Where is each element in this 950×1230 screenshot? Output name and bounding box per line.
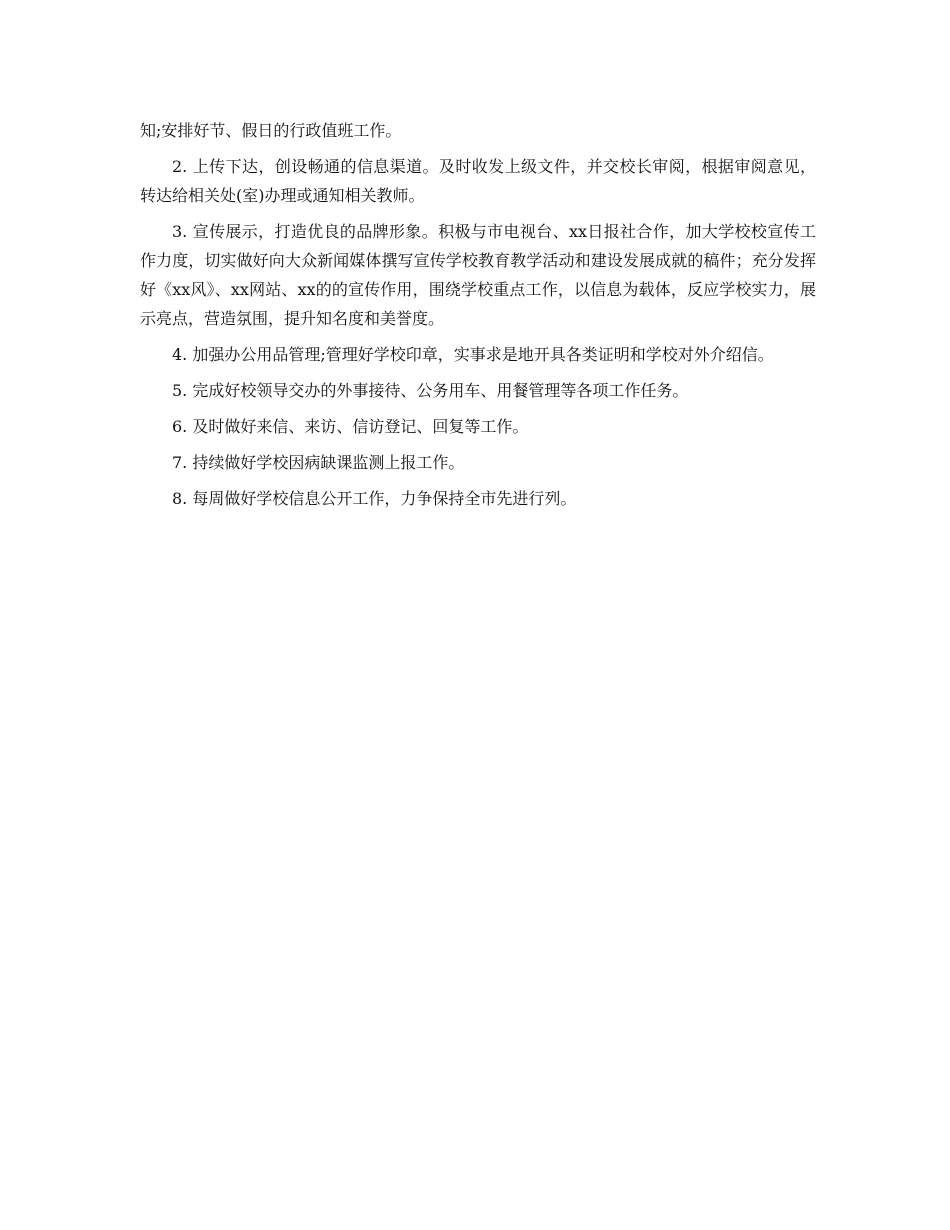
paragraph-item-3: 3. 宣传展示，打造优良的品牌形象。积极与市电视台、xx日报社合作，加大学校校宣传工作力度，切实做好向大众新闻媒体撰写宣传学校教育教学活动和建设发展成就的稿件；充分发挥好《xx风》、xx网站、xx的的宣传作用，围绕学校重点工作，以信息为载体，反应学校实力，展示亮点，营造氛围，提升知名度和美誉度。 bbox=[140, 222, 816, 328]
paragraph-item-2: 2. 上传下达，创设畅通的信息渠道。及时收发上级文件，并交校长审阅，根据审阅意见，转达给相关处(室)办理或通知相关教师。 bbox=[140, 157, 816, 205]
paragraph-item-6: 6. 及时做好来信、来访、信访登记、回复等工作。 bbox=[172, 417, 529, 436]
paragraph-item-5: 5. 完成好校领导交办的外事接待、公务用车、用餐管理等各项工作任务。 bbox=[172, 381, 689, 400]
paragraph-item-8: 8. 每周做好学校信息公开工作，力争保持全市先进行列。 bbox=[172, 489, 577, 508]
document-body bbox=[140, 116, 816, 520]
paragraph-continuation: 知;安排好节、假日的行政值班工作。 bbox=[140, 121, 402, 140]
paragraph-item-4: 4. 加强办公用品管理;管理好学校印章，实事求是地开具各类证明和学校对外介绍信。 bbox=[172, 345, 774, 364]
paragraph-item-7: 7. 持续做好学校因病缺课监测上报工作。 bbox=[172, 453, 465, 472]
